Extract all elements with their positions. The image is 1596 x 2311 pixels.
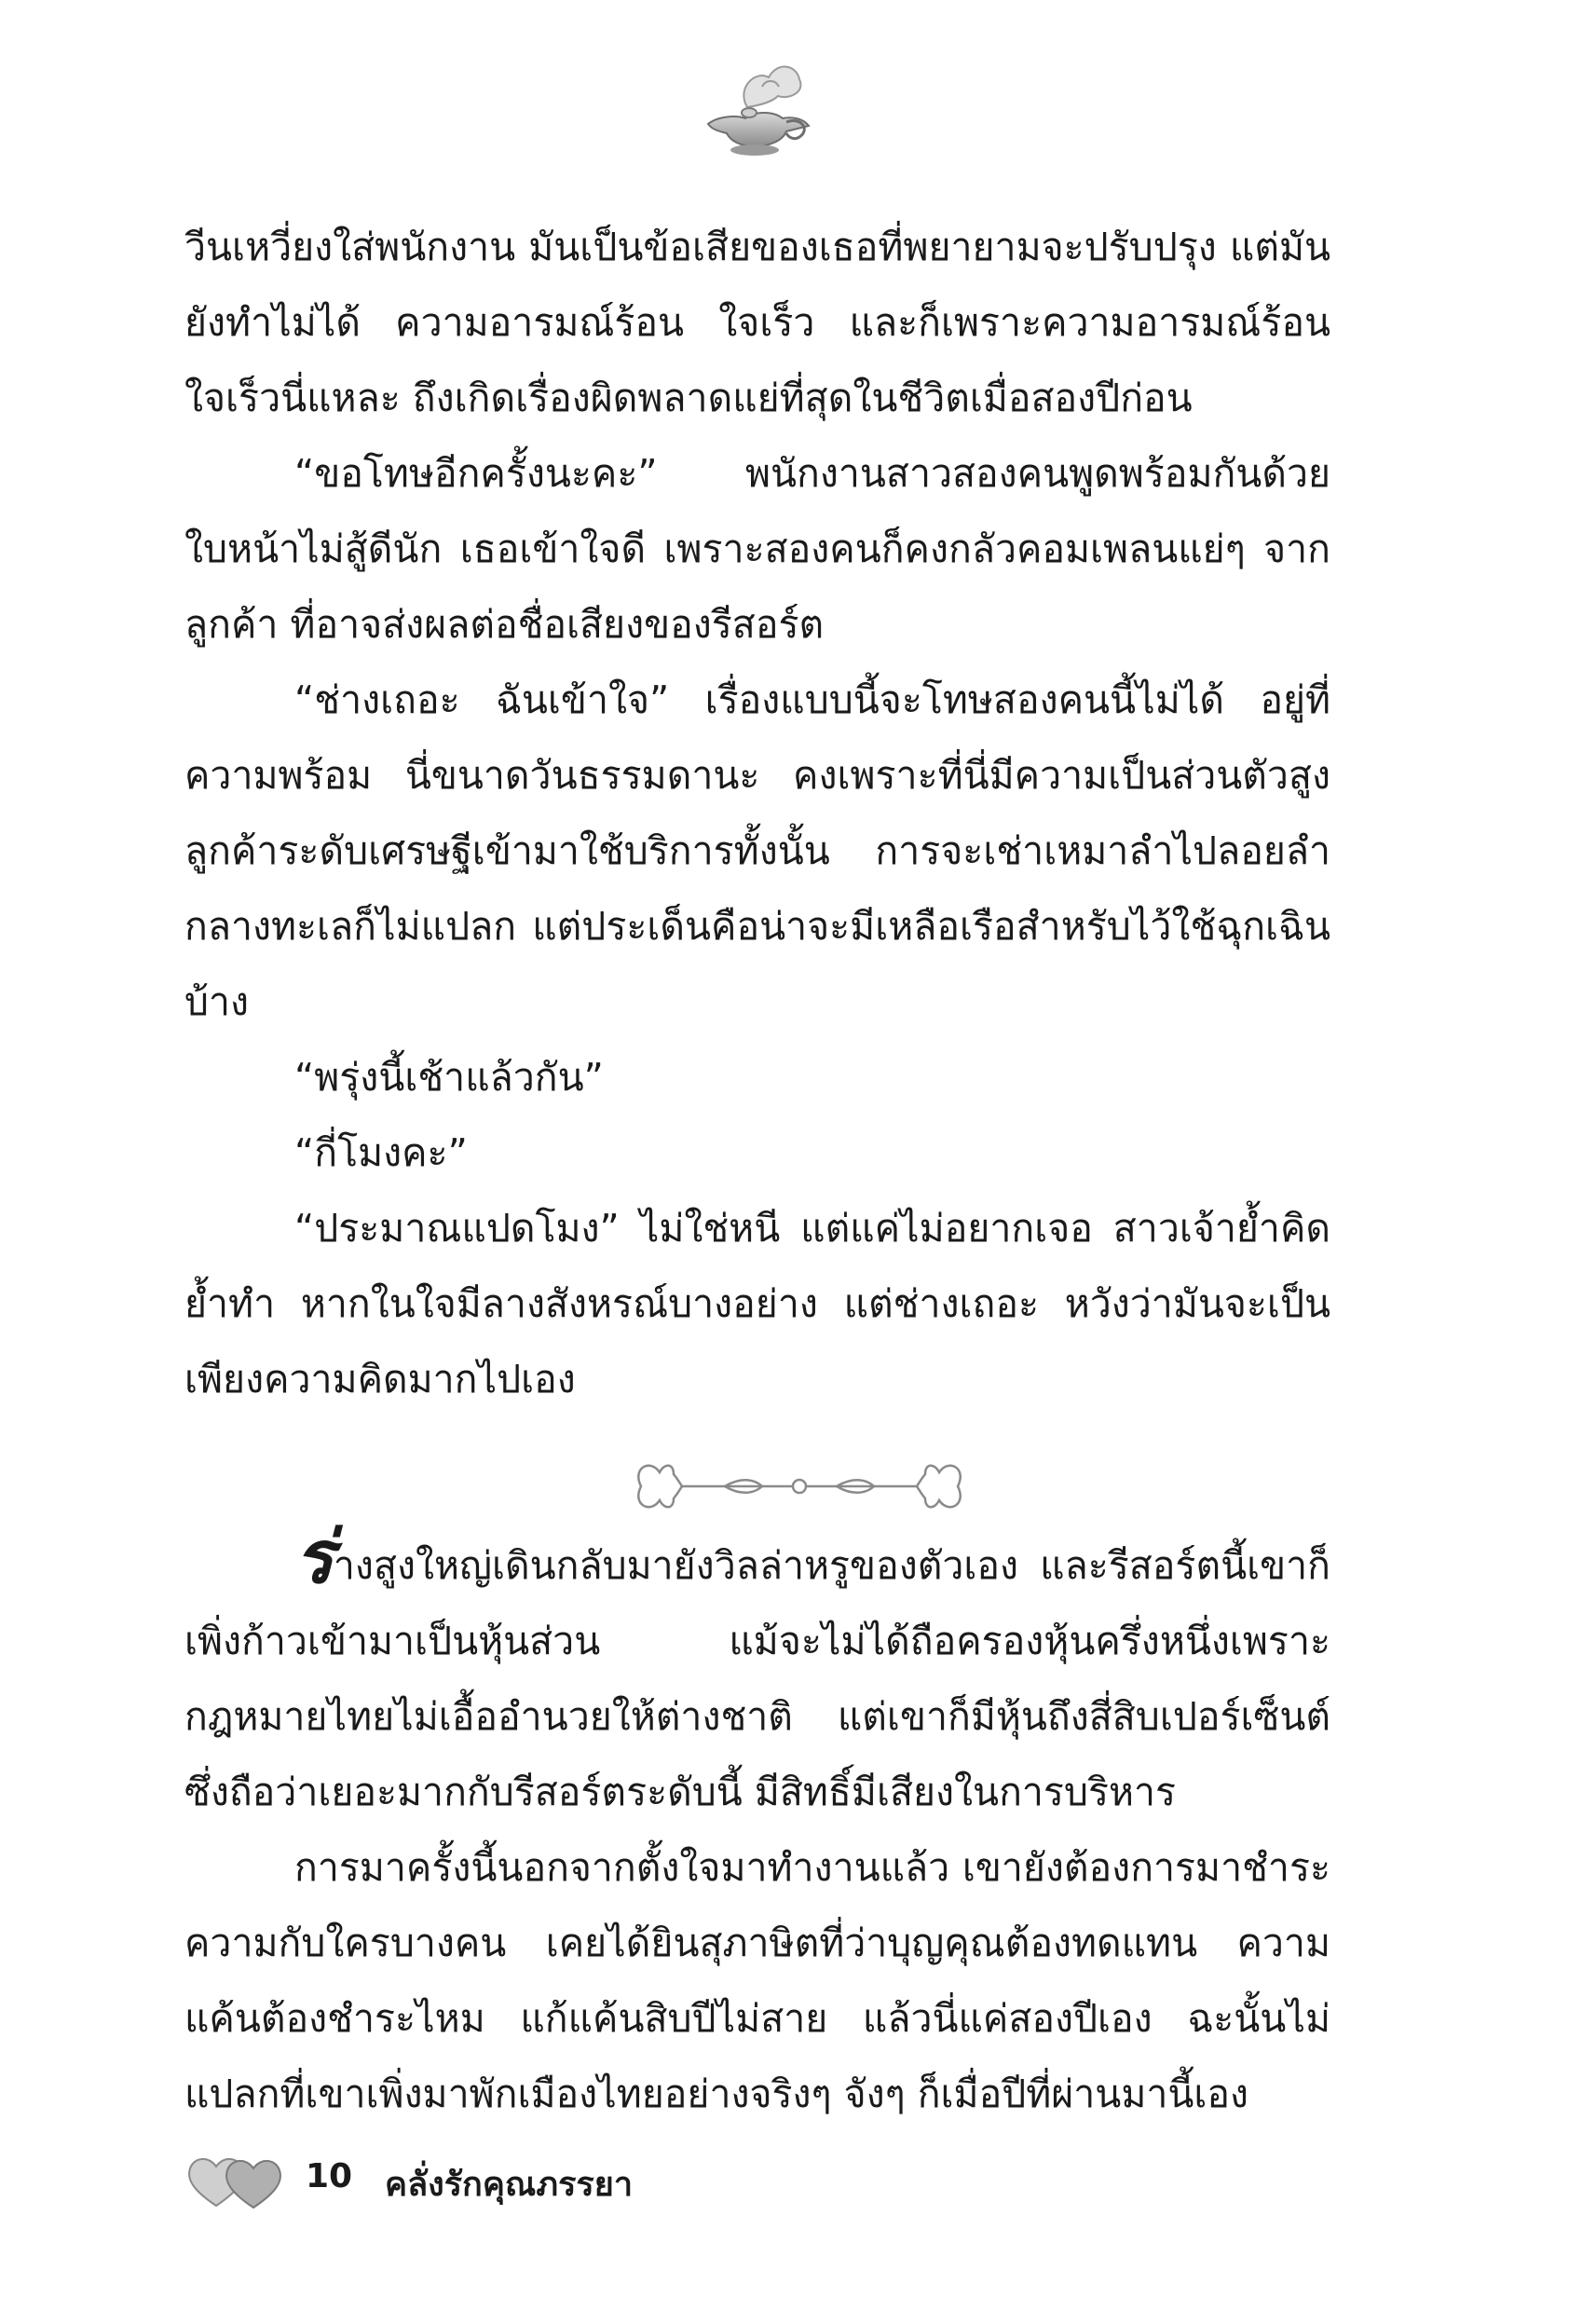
paragraph: “พรุ่งนี้เช้าแล้วกัน” <box>294 1055 604 1100</box>
genie-lamp-icon <box>689 51 820 163</box>
double-heart-icon <box>184 2148 296 2213</box>
paragraph-rest: างสูงใหญ่เดินกลับมายังวิลล่าหรูของตัวเอง และรีสอร์ตนี้เขาก็เพิ่งก้าวเข้ามาเป็นหุ้นส่วน แม้จะไม่ได้ถือครองหุ้นครึ่งหนึ่งเพราะกฎหมายไทยไม่เอื้ออำนวยให้ต่างชาติ แต่เขาก็มีหุ้นถึงสี่สิบเปอร์เซ็นต์ ซึ่งถือว่าเยอะมากกับรีสอร์ตระดับนี้ มีสิทธิ์มีเสียงในการบริหาร <box>184 1543 1330 1814</box>
drop-cap: ร่ <box>294 1516 334 1600</box>
paragraph: “ขอโทษอีกครั้งนะคะ” พนักงานสาวสองคนพูดพร้อมกันด้วยใบหน้าไม่สู้ดีนัก เธอเข้าใจดี เพราะสองคนก็คงกลัวคอมเพลนแย่ๆ จากลูกค้า ที่อาจส่งผลต่อชื่อเสียงของรีสอร์ต <box>184 451 1330 647</box>
paragraph <box>184 1516 1330 1830</box>
book-title: คลั่งรักคุณภรรยา <box>385 2166 634 2204</box>
paragraph: วีนเหวี่ยงใส่พนักงาน มันเป็นข้อเสียของเธอที่พยายามจะปรับปรุง แต่มันยังทำไม่ได้ ความอารมณ์ร้อน ใจเร็ว และก็เพราะความอารมณ์ร้อนใจเร็วนี่แหละ ถึงเกิดเรื่องผิดพลาดแย่ที่สุดในชีวิตเมื่อสองปีก่อน <box>184 225 1330 420</box>
page-footer <box>184 2148 930 2213</box>
section-two-text <box>184 1516 1330 2132</box>
section-one-text <box>184 210 1330 1417</box>
page-number: 10 <box>306 2157 353 2195</box>
paragraph: การมาครั้งนี้นอกจากตั้งใจมาทำงานแล้ว เขายังต้องการมาชำระความกับใครบางคน เคยได้ยินสุภาษิตที่ว่าบุญคุณต้องทดแทน ความแค้นต้องชำระไหม แก้แค้นสิบปีไม่สาย แล้วนี่แค่สองปีเอง ฉะนั้นไม่แปลกที่เขาเพิ่งมาพักเมืองไทยอย่างจริงๆ จังๆ ก็เมื่อปีที่ผ่านมานี้เอง <box>184 1845 1330 2116</box>
paragraph: “ประมาณแปดโมง” ไม่ใช่หนี แต่แค่ไม่อยากเจอ สาวเจ้าย้ำคิดย้ำทำ หากในใจมีลางสังหรณ์บางอย่าง แต่ช่างเถอะ หวังว่ามันจะเป็นเพียงความคิดมากไปเอง <box>184 1206 1330 1402</box>
paragraph: “ช่างเถอะ ฉันเข้าใจ” เรื่องแบบนี้จะโทษสองคนนี้ไม่ได้ อยู่ที่ความพร้อม นี่ขนาดวันธรรมดานะ คงเพราะที่นี่มีความเป็นส่วนตัวสูง ลูกค้าระดับเศรษฐีเข้ามาใช้บริการทั้งนั้น การจะเช่าเหมาลำไปลอยลำกลางทะเลก็ไม่แปลก แต่ประเด็นคือน่าจะมีเหลือเรือสำหรับไว้ใช้ฉุกเฉินบ้าง <box>184 677 1330 1024</box>
scroll-divider-ornament <box>622 1444 976 1528</box>
paragraph: “กี่โมงคะ” <box>294 1130 468 1175</box>
